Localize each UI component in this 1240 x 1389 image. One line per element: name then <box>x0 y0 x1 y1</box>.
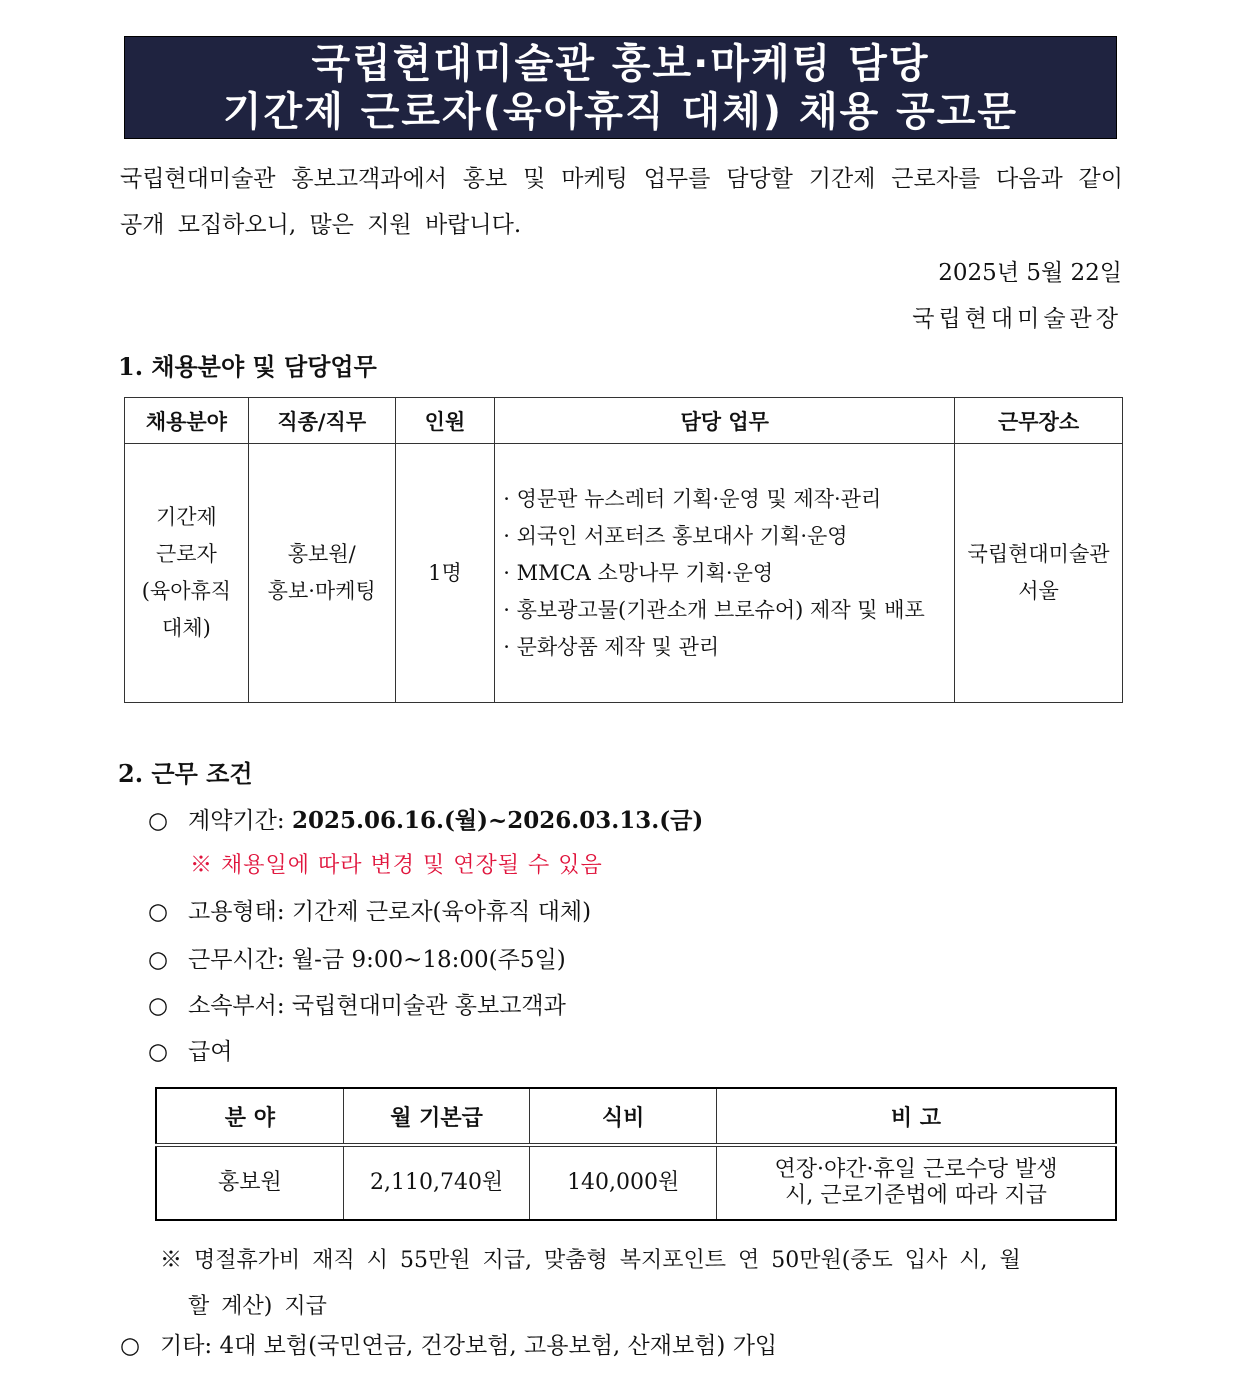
circle-bullet-icon: ○ <box>148 1039 169 1065</box>
salary-header-remark: 비 고 <box>716 1088 1116 1145</box>
field-line: 근로자 <box>155 542 217 566</box>
circle-bullet-icon: ○ <box>148 993 169 1019</box>
salary-header-base: 월 기본급 <box>343 1088 530 1145</box>
duty-item: · 외국인 서포터즈 홍보대사 기획·운영 <box>503 523 848 548</box>
contract-period <box>148 802 703 835</box>
duty-item: · MMCA 소망나무 기획·운영 <box>503 560 774 585</box>
etc-item <box>120 1327 777 1360</box>
header-job: 직종/직무 <box>248 398 395 444</box>
work-hours <box>148 941 566 974</box>
contract-note: ※ 채용일에 따라 변경 및 연장될 수 있음 <box>190 853 603 878</box>
section-2-heading: 2. 근무 조건 <box>118 759 253 788</box>
circle-bullet-icon: ○ <box>148 899 169 925</box>
table-header-row <box>125 398 1123 444</box>
field-line: 기간제 <box>155 505 217 529</box>
place-line: 서울 <box>1018 579 1059 603</box>
header-place: 근무장소 <box>955 398 1123 444</box>
salary-field: 홍보원 <box>156 1145 343 1220</box>
contract-label: 계약기간: <box>188 808 285 834</box>
salary-header-row <box>156 1088 1116 1145</box>
duty-item: · 영문판 뉴스레터 기획·운영 및 제작·관리 <box>503 486 882 511</box>
title-line-2: 기간제 근로자(육아휴직 대체) 채용 공고문 <box>222 88 1019 135</box>
salary-base: 2,110,740원 <box>343 1145 530 1220</box>
duty-item: · 홍보광고물(기관소개 브로슈어) 제작 및 배포 <box>503 597 925 622</box>
header-duties: 담당 업무 <box>495 398 955 444</box>
announcement-date: 2025년 5월 22일 <box>938 260 1122 286</box>
remark-line: 시, 근로기준법에 따라 지급 <box>785 1183 1047 1208</box>
salary-header-meal: 식비 <box>530 1088 717 1145</box>
cell-count: 1명 <box>395 444 495 703</box>
title-line-1: 국립현대미술관 홍보·마케팅 담당 <box>311 40 930 87</box>
recruitment-table <box>124 397 1123 703</box>
salary-note-line-2: 할 계산) 지급 <box>188 1294 327 1319</box>
cell-job <box>248 444 395 703</box>
signature: 국립현대미술관장 <box>912 306 1122 332</box>
circle-bullet-icon: ○ <box>148 947 169 973</box>
cell-duties <box>495 444 955 703</box>
contract-value: 2025.06.16.(월)~2026.03.13.(금) <box>291 807 704 834</box>
hours-text: 근무시간: 월-금 9:00~18:00(주5일) <box>188 947 566 973</box>
intro-paragraph: 국립현대미술관 홍보고객과에서 홍보 및 마케팅 업무를 담당할 기간제 근로자를 다음과 같이 공개 모집하오니, 많은 지원 바랍니다. <box>120 166 1123 238</box>
place-line: 국립현대미술관 <box>967 542 1110 566</box>
etc-text: 기타: 4대 보험(국민연금, 건강보험, 고용보험, 산재보험) 가입 <box>160 1333 778 1359</box>
cell-place <box>955 444 1123 703</box>
header-count: 인원 <box>395 398 495 444</box>
salary-label <box>148 1033 232 1066</box>
salary-note <box>160 1238 1122 1330</box>
salary-label-text: 급여 <box>188 1039 233 1065</box>
salary-note-line-1: ※ 명절휴가비 재직 시 55만원 지급, 맞춤형 복지포인트 연 50만원(중도 입사 시, 월 <box>160 1248 1021 1273</box>
circle-bullet-icon: ○ <box>120 1333 141 1359</box>
salary-table <box>155 1087 1117 1221</box>
employment-type <box>148 893 591 926</box>
salary-meal: 140,000원 <box>530 1145 717 1220</box>
job-line: 홍보원/ <box>287 542 356 566</box>
duty-item: · 문화상품 제작 및 관리 <box>503 634 720 659</box>
section-1-heading: 1. 채용분야 및 담당업무 <box>118 352 377 381</box>
header-field: 채용분야 <box>125 398 249 444</box>
title-banner <box>124 36 1117 139</box>
job-line: 홍보·마케팅 <box>267 579 376 603</box>
employment-text: 고용형태: 기간제 근로자(육아휴직 대체) <box>188 899 592 925</box>
field-line: (육아휴직 <box>141 579 232 603</box>
field-line: 대체) <box>162 616 211 640</box>
table-row <box>156 1145 1116 1220</box>
table-row <box>125 444 1123 703</box>
department <box>148 987 566 1020</box>
cell-field <box>125 444 249 703</box>
remark-line: 연장·야간·휴일 근로수당 발생 <box>774 1157 1058 1182</box>
salary-header-field: 분 야 <box>156 1088 343 1145</box>
circle-bullet-icon: ○ <box>148 808 169 834</box>
department-text: 소속부서: 국립현대미술관 홍보고객과 <box>188 993 566 1019</box>
salary-remark <box>716 1145 1116 1220</box>
